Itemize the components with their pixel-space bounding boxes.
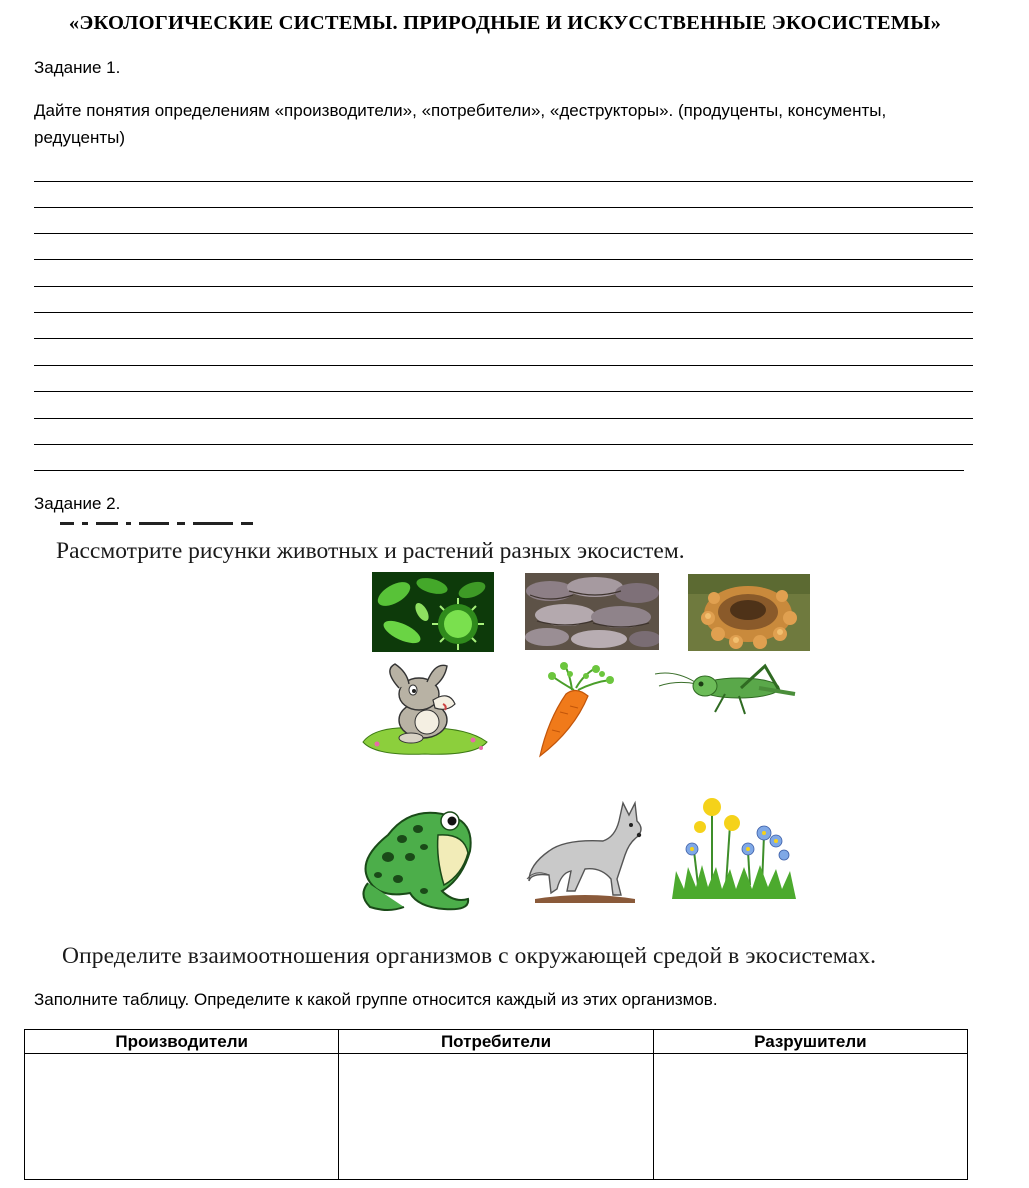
header-producers: Производители	[25, 1030, 339, 1054]
answer-line[interactable]	[34, 233, 973, 234]
wolf-picture	[525, 795, 650, 907]
answer-line[interactable]	[34, 444, 973, 445]
task-1-instruction: Дайте понятия определениям «производители», «потребители», «деструкторы». (продуценты, консументы, редуценты)	[34, 101, 887, 147]
carrot-picture	[530, 660, 630, 760]
cropped-text-fragment	[60, 522, 270, 526]
mushrooms-stump-picture	[688, 574, 810, 651]
task-1-label: Задание 1.	[34, 58, 121, 77]
answer-line[interactable]	[34, 181, 973, 182]
header-consumers: Потребители	[339, 1030, 653, 1054]
header-decomposers: Разрушители	[653, 1030, 967, 1054]
task-2-fill-instruction: Заполните таблицу. Определите к какой группе относится каждый из этих организмов.	[34, 990, 718, 1009]
task-2-define-instruction: Определите взаимоотношения организмов с окружающей средой в экосистемах.	[62, 943, 877, 969]
table-header-row	[25, 1030, 968, 1054]
grasshopper-picture	[655, 660, 800, 720]
flowers-picture	[672, 795, 800, 899]
producers-cell[interactable]	[25, 1054, 339, 1180]
answer-line[interactable]	[34, 365, 973, 366]
answer-line[interactable]	[34, 312, 973, 313]
answer-line[interactable]	[34, 391, 973, 392]
answer-line[interactable]	[34, 259, 973, 260]
frog-picture	[358, 795, 482, 917]
answer-line[interactable]	[34, 418, 973, 419]
answer-line[interactable]	[34, 338, 973, 339]
hare-picture	[355, 660, 495, 760]
task-2-look-instruction: Рассмотрите рисунки животных и растений разных экосистем.	[56, 538, 685, 564]
table-row	[25, 1054, 968, 1180]
bracket-fungus-picture	[525, 573, 659, 650]
task-2-label: Задание 2.	[34, 494, 121, 513]
answer-line[interactable]	[34, 470, 964, 471]
classification-table	[24, 1029, 968, 1180]
decomposers-cell[interactable]	[653, 1054, 967, 1180]
answer-line[interactable]	[34, 286, 973, 287]
consumers-cell[interactable]	[339, 1054, 653, 1180]
answer-line[interactable]	[34, 207, 973, 208]
worksheet-title: «ЭКОЛОГИЧЕСКИЕ СИСТЕМЫ. ПРИРОДНЫЕ И ИСКУССТВЕННЫЕ ЭКОСИСТЕМЫ»	[68, 12, 942, 34]
bacteria-picture	[372, 572, 494, 652]
